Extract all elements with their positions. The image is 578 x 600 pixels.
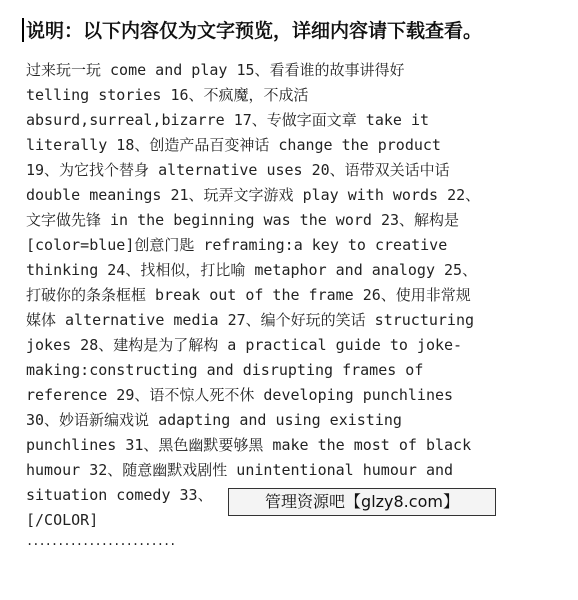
ellipsis-dots: ........................	[26, 534, 176, 548]
preview-notice: 说明：以下内容仅为文字预览，详细内容请下载查看。	[26, 20, 483, 42]
body-line: 打破你的条条框框 break out of the frame 26、使用非常规	[26, 286, 471, 304]
body-line: double meanings 21、玩弄文字游戏 play with words 22、	[26, 186, 481, 204]
body-line: absurd,surreal,bizarre 17、专做字面文章 take it	[26, 111, 430, 129]
body-line: literally 18、创造产品百变神话 change the product	[26, 136, 441, 154]
text-cursor	[22, 18, 24, 42]
body-line: [color=blue]创意门匙 reframing:a key to creative	[26, 236, 448, 254]
body-line: jokes 28、建构是为了解构 a practical guide to joke-	[26, 336, 463, 354]
body-line: 过来玩一玩 come and play 15、看看谁的故事讲得好	[26, 61, 405, 79]
body-line: humour 32、随意幽默戏剧性 unintentional humour and	[26, 461, 454, 479]
body-line: telling stories 16、不疯魔，不成活	[26, 86, 309, 104]
body-line: 30、妙语新编戏说 adapting and using existing	[26, 411, 402, 429]
body-line: 19、为它找个替身 alternative uses 20、语带双关话中话	[26, 161, 450, 179]
body-line: making:constructing and disrupting frames of	[26, 361, 424, 379]
body-line: punchlines 31、黑色幽默要够黑 make the most of black	[26, 436, 472, 454]
document-body	[26, 58, 566, 533]
body-line: reference 29、语不惊人死不休 developing punchlines	[26, 386, 454, 404]
body-line: [/COLOR]	[26, 511, 99, 529]
watermark-banner: 管理资源吧【glzy8.com】	[228, 488, 496, 516]
body-line: 文字做先锋 in the beginning was the word 23、解构是	[26, 211, 460, 229]
body-line: situation comedy 33、	[26, 486, 213, 504]
body-line: thinking 24、找相似，打比喻 metaphor and analogy 25、	[26, 261, 478, 279]
body-line: 媒体 alternative media 27、编个好玩的笑话 structuring	[26, 311, 475, 329]
